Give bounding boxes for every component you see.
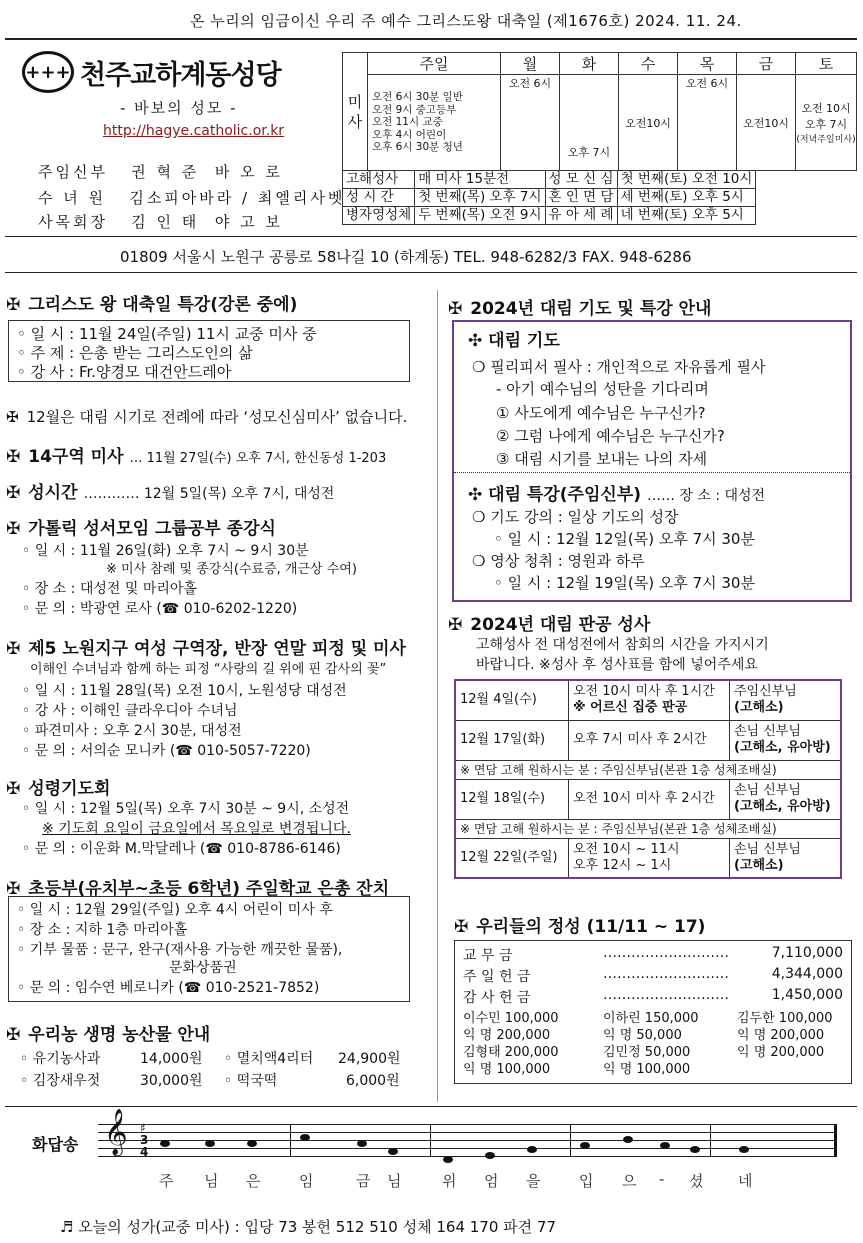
mon-time: 오전 6시 — [501, 75, 560, 171]
note — [388, 1148, 398, 1155]
school-box: ◦ 일 시 : 12월 29일(주일) 오후 4시 어린이 미사 후 ◦ 장 소 : 지하 1층 마리아홀 ◦ 기부 물품 : 문구, 완구(재사용 가능한 깨끗한 물품), 문화상품권 ◦ 문 의 : 임수연 베로니카 (☎ 010-2521-7852) — [8, 896, 410, 1002]
barline — [570, 1124, 571, 1157]
logo-text: 천주교하계동성당 — [80, 59, 281, 91]
mass-label: 미사 — [343, 53, 368, 171]
staff-pastor: 주임신부 권 혁 준 바 오 로 — [38, 163, 283, 181]
section-title: ✠ 우리들의 정성 (11/11 ~ 17) — [454, 917, 706, 937]
lyric-syllable: 입 — [579, 1172, 594, 1190]
time-signature: ♯ 3 4 — [140, 1121, 149, 1159]
day-sun: 주일 — [368, 53, 501, 75]
note — [660, 1142, 670, 1149]
thu-time: 오전 6시 — [678, 75, 737, 171]
tue-time: 오후 7시 — [560, 75, 619, 171]
hymn-rule — [5, 1106, 857, 1107]
section-title: ✠ 가톨릭 성서모임 그룹공부 종강식 — [6, 519, 276, 539]
lyric-syllable: 님 — [204, 1172, 219, 1190]
bible-contact: ◦ 문 의 : 박광연 로사 (☎ 010-6202-1220) — [22, 601, 298, 617]
lyric-syllable: 으 — [622, 1172, 637, 1190]
lyric-syllable: 님 — [387, 1172, 402, 1190]
address-rule-top — [5, 236, 857, 237]
day-thu: 목 — [678, 53, 737, 75]
note — [485, 1152, 495, 1159]
note — [160, 1140, 170, 1147]
lyric-syllable: 은 — [246, 1172, 261, 1190]
barline — [710, 1124, 711, 1157]
section-title: ✠ 제5 노원지구 여성 구역장, 반장 연말 피정 및 미사 — [6, 639, 406, 659]
final-barline — [834, 1124, 837, 1157]
retreat-sub: 이해인 수녀님과 함께 하는 피정 “사랑의 길 위에 핀 감사의 꽃” — [30, 662, 387, 677]
day-mon: 월 — [501, 53, 560, 75]
logo-mark-icon: +++ — [22, 51, 74, 93]
address-rule-bottom — [5, 272, 857, 273]
parish-info — [10, 45, 346, 235]
lyric-syllable: - — [659, 1170, 665, 1188]
header-rule — [5, 38, 857, 40]
confession-intro: 고해성사 전 대성전에서 참회의 시간을 가지시기 — [476, 637, 769, 653]
day-tue: 화 — [560, 53, 619, 75]
note — [247, 1140, 257, 1147]
confession-intro: 바랍니다. ※성사 후 성사표를 함에 넣어주세요 — [476, 657, 758, 673]
note — [357, 1140, 367, 1147]
offering-box: 교 무 금 ……………………… 7,110,000 주 일 헌 금 ……………………… 4,344,000 감 사 헌 금 ……………………… 1,450,000 이수민 100,000 이하린 150,000 김두한 100,000 익 명 200,000 익 명 50,000 익 명 200,000 김형태 200,000 김민정 50,000 익 명 200,000 익 명 100,000 익 명 100,000 — [454, 940, 852, 1084]
lecture-title: ✣ 대림 특강(주임신부) …… 장 소 : 대성전 — [468, 485, 766, 505]
sunday-times: 오전 6시 30분 일반 오전 9시 중고등부 오전 11시 교중 오후 4시 어린이 오후 6시 30분 청년 — [368, 75, 501, 171]
lyric-syllable: 금 — [356, 1172, 371, 1190]
product-row: ◦ 김장새우젓 30,000원 ◦ 떡국떡 6,000원 — [20, 1073, 400, 1089]
sacrament-schedule: 고해성사 매 미사 15분전 성 모 신 심 첫 번째(토) 오전 10시 성 시 간 첫 번째(목) 오후 7시 혼 인 면 담 세 번째(토) 오후 5시 병자영성체 두 번째(목) 오전 9시 유 아 세 례 네 번째(토) 오후 5시 — [342, 170, 756, 225]
issue-line: 온 누리의 임금이신 우리 주 예수 그리스도왕 대축일 (제1676호) 2024. 11. 24. — [190, 12, 742, 30]
lyric-syllable: 네 — [738, 1172, 753, 1190]
section-title: ✠ 2024년 대림 판공 성사 — [448, 615, 651, 635]
staff-council: 사목회장 김 인 태 야 고 보 — [38, 213, 283, 231]
bible-date: ◦ 일 시 : 11월 26일(화) 오후 7시 ~ 9시 30분 — [22, 543, 309, 559]
lyric-syllable: 위 — [442, 1172, 457, 1190]
advent-box: ✣ 대림 기도 ❍ 필리피서 필사 : 개인적으로 자유롭게 필사 - 아기 예수님의 성탄을 기다리며 ① 사도에게 예수님은 누구신가? ② 그럼 나에게 예수님은 누구신가? ③ 대림 시기를 보내는 나의 자세 ✣ 대림 특강(주임신부) …… 장 소 : 대성전 ❍ 기도 강의 : 일상 기도의 성장 ◦ 일 시 : 12월 12일(목) 오후 7시 30분 ❍ 영상 청취 : 영원과 하루 ◦ 일 시 : 12월 19일(목) 오후 7시 30분 — [452, 320, 852, 602]
mass-schedule — [342, 52, 857, 171]
bible-note: ※ 미사 참례 및 종강식(수료증, 개근상 수여) — [106, 562, 357, 577]
wed-time: 오전10시 — [619, 75, 678, 171]
lyric-syllable: 셨 — [689, 1172, 704, 1190]
fri-time: 오전10시 — [737, 75, 796, 171]
hymn-label: 화답송 — [32, 1135, 79, 1154]
address: 01809 서울시 노원구 공릉로 58나길 10 (하계동) TEL. 948-6282/3 FAX. 948-6286 — [120, 248, 692, 266]
todays-hymns: ♬ 오늘의 성가(교중 미사) : 입당 73 봉헌 512 510 성체 164 170 파견 77 — [60, 1218, 556, 1236]
barline — [290, 1124, 291, 1157]
prayer-date: ◦ 일 시 : 12월 5일(목) 오후 7시 30분 ~ 9시, 소성전 — [22, 801, 350, 817]
note — [205, 1140, 215, 1147]
retreat-mass: ◦ 파견미사 : 오후 2시 30분, 대성전 — [22, 723, 242, 739]
district-mass: ✠ 14구역 미사 … 11월 27일(수) 오후 7시, 한신동성 1-203 — [6, 447, 387, 467]
note — [527, 1146, 537, 1153]
patron: - 바보의 성모 - — [120, 99, 238, 117]
lyric-syllable: 주 — [159, 1172, 174, 1190]
section-title: ✠ 우리농 생명 농산물 안내 — [6, 1025, 211, 1045]
day-fri: 금 — [737, 53, 796, 75]
note — [580, 1142, 590, 1149]
product-row: ◦ 유기농사과 14,000원 ◦ 멸치액4리터 24,900원 — [20, 1051, 401, 1067]
note — [300, 1134, 310, 1141]
prayer-note: ※ 기도회 요일이 금요일에서 목요일로 변경됩니다. — [42, 821, 351, 837]
day-wed: 수 — [619, 53, 678, 75]
sat-times: 오전 10시 오후 7시 (저녁주일미사) — [796, 75, 857, 171]
website-link[interactable]: http://hagye.catholic.or.kr — [103, 123, 285, 139]
prayer-title: ✣ 대림 기도 — [468, 331, 560, 351]
divider — [454, 472, 850, 473]
section-title: ✠ 그리스도 왕 대축일 특강(강론 중에) — [6, 295, 298, 315]
lecture-box: ◦ 일 시 : 11월 24일(주일) 11시 교중 미사 중 ◦ 주 제 : 은총 받는 그리스도인의 삶 ◦ 강 사 : Fr.양경모 대건안드레아 — [8, 320, 410, 382]
parish-logo — [22, 51, 281, 93]
column-divider — [437, 290, 438, 1102]
confession-table: 12월 4일(수) 오전 10시 미사 후 1시간 ※ 어르신 집중 판공 주임신부님 (고해소) 12월 17일(화) 오후 7시 미사 후 2시간 손님 신부님 (고해소, 유아방) ※ 면담 고해 원하시는 분 : 주임신부님(본관 1층 성체조배실) 12월 18일(수) 오전 10시 미사 후 2시간 손님 신부님 (고해소, 유아방) ※ 면담 고해 원하시는 분 : 주임신부님(본관 1층 성체조배실) 12월 22일(주일) 오전 10시 ~ 11시 오후 12시 ~ 1시 손님 신부님 (고해소) — [454, 679, 842, 879]
lyric-syllable: 엄 — [484, 1172, 499, 1190]
retreat-speaker: ◦ 강 사 : 이해인 클라우디아 수녀님 — [22, 703, 238, 719]
prayer-contact: ◦ 문 의 : 이운화 M.막달레나 (☎ 010-8786-6146) — [22, 841, 341, 857]
note — [443, 1156, 453, 1163]
note — [739, 1146, 749, 1153]
holy-hour: ✠ 성시간 ………… 12월 5일(목) 오후 7시, 대성전 — [6, 483, 335, 503]
barline — [430, 1124, 431, 1157]
section-title: ✠ 성령기도회 — [6, 779, 111, 799]
retreat-contact: ◦ 문 의 : 서의순 모니카 (☎ 010-5057-7220) — [22, 743, 311, 759]
staff-convent: 수 녀 원 김소피아바라 / 최엘리사벳 — [38, 189, 346, 207]
advent-notice: ✠ 12월은 대림 시기로 전례에 따라 ‘성모신심미사’ 없습니다. — [6, 408, 408, 426]
bible-place: ◦ 장 소 : 대성전 및 마리아홀 — [22, 581, 197, 597]
retreat-date: ◦ 일 시 : 11월 28일(목) 오전 10시, 노원성당 대성전 — [22, 683, 347, 699]
day-sat: 토 — [796, 53, 857, 75]
treble-clef-icon: 𝄞 — [104, 1109, 128, 1155]
note — [623, 1136, 633, 1143]
section-title: ✠ 2024년 대림 기도 및 특강 안내 — [448, 299, 712, 319]
lyric-syllable: 을 — [526, 1172, 541, 1190]
note — [690, 1146, 700, 1153]
section-title: ✠ 초등부(유치부~초등 6학년) 주일학교 은총 잔치 — [6, 879, 390, 899]
lyric-syllable: 임 — [299, 1172, 314, 1190]
